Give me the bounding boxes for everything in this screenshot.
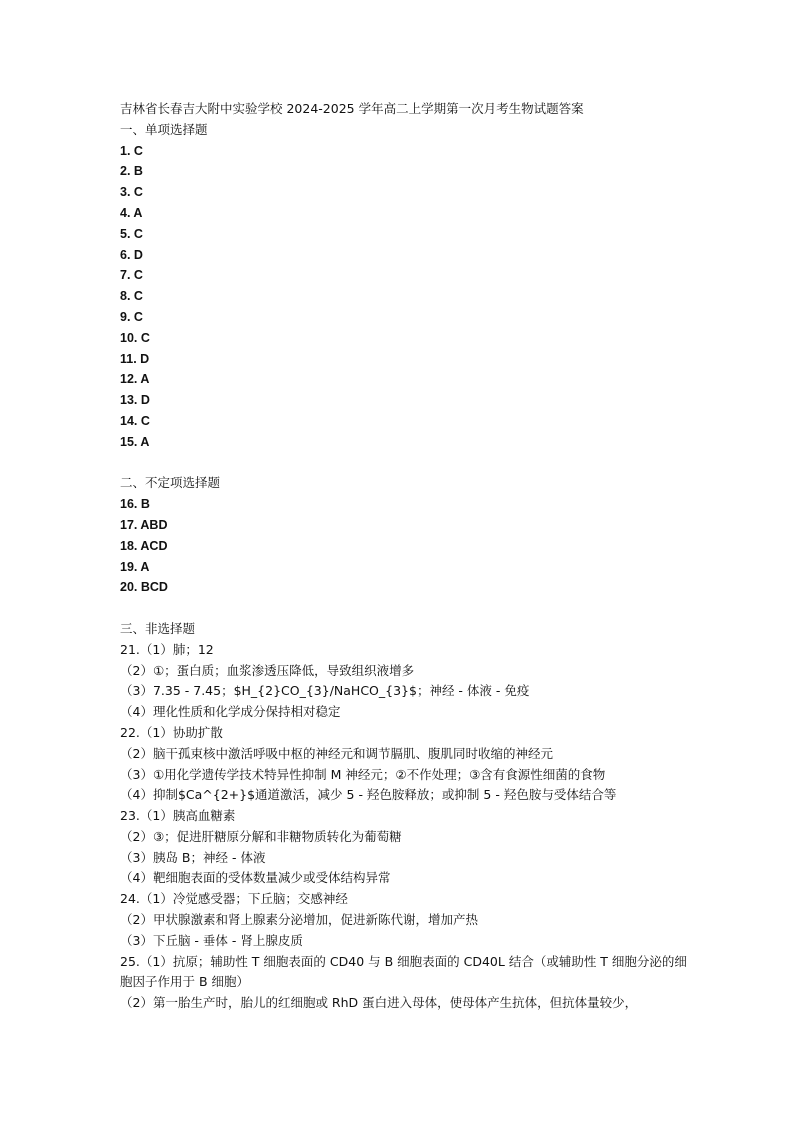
answer-line: （4）抑制$Ca^{2+}$通道激活，减少 5 - 羟色胺释放；或抑制 5 - 羟色胺与受体结合等 bbox=[120, 787, 617, 803]
section-heading-non-choice: 三、非选择题 bbox=[120, 620, 196, 636]
answer-line: 15. A bbox=[120, 434, 150, 449]
answer-line: 23.（1）胰高血糖素 bbox=[120, 808, 236, 824]
answer-line: 20. BCD bbox=[120, 580, 168, 595]
section-heading-single-choice: 一、单项选择题 bbox=[120, 121, 208, 137]
answer-line: （4）靶细胞表面的受体数量减少或受体结构异常 bbox=[120, 870, 391, 886]
answer-line: 25.（1）抗原；辅助性 T 细胞表面的 CD40 与 B 细胞表面的 CD40L 结合（或辅助性 T 细胞分泌的细胞因子作用于 B 细胞） bbox=[120, 953, 687, 990]
answer-line: 12. A bbox=[120, 372, 150, 387]
section-spacer bbox=[120, 453, 690, 474]
answer-line: 2. B bbox=[120, 164, 143, 179]
answer-line: （2）脑干孤束核中激活呼吸中枢的神经元和调节膈肌、腹肌同时收缩的神经元 bbox=[120, 745, 553, 761]
section-heading-multiple-choice: 二、不定项选择题 bbox=[120, 475, 221, 491]
answer-line: 1. C bbox=[120, 143, 143, 158]
answer-line: 4. A bbox=[120, 205, 143, 220]
answer-line: （3）下丘脑 - 垂体 - 肾上腺皮质 bbox=[120, 932, 303, 948]
answer-line: （2）①；蛋白质；血浆渗透压降低，导致组织液增多 bbox=[120, 662, 415, 678]
answer-line: 24.（1）冷觉感受器；下丘脑；交感神经 bbox=[120, 891, 348, 907]
answer-line: 18. ACD bbox=[120, 538, 168, 553]
answer-line: （3）7.35 - 7.45；$H_{2}CO_{3}/NaHCO_{3}$；神经 - 体液 - 免疫 bbox=[120, 683, 530, 699]
answer-line: 9. C bbox=[120, 309, 143, 324]
section-spacer bbox=[120, 598, 690, 619]
answer-line: （2）甲状腺激素和肾上腺素分泌增加，促进新陈代谢，增加产热 bbox=[120, 912, 478, 928]
answer-line: （2）第一胎生产时，胎儿的红细胞或 RhD 蛋白进入母体，使母体产生抗体，但抗体量较少， bbox=[120, 995, 638, 1011]
answer-line: （3）①用化学遗传学技术特异性抑制 M 神经元；②不作处理；③含有食源性细菌的食物 bbox=[120, 766, 606, 782]
document-title: 吉林省长春吉大附中实验学校 2024-2025 学年高二上学期第一次月考生物试题答案 bbox=[120, 101, 584, 116]
answer-line: 8. C bbox=[120, 289, 143, 304]
answer-line: 17. ABD bbox=[120, 517, 168, 532]
answer-line: （2）③；促进肝糖原分解和非糖物质转化为葡萄糖 bbox=[120, 828, 402, 844]
answer-line: 19. A bbox=[120, 559, 150, 574]
answer-line: 10. C bbox=[120, 330, 150, 345]
answer-line: 3. C bbox=[120, 185, 143, 200]
answer-line: 14. C bbox=[120, 413, 150, 428]
answer-line: 11. D bbox=[120, 351, 150, 366]
document-page bbox=[120, 99, 690, 1014]
answer-line: 7. C bbox=[120, 268, 143, 283]
answer-line: 6. D bbox=[120, 247, 143, 262]
answer-line: 13. D bbox=[120, 393, 150, 408]
answer-line: 5. C bbox=[120, 226, 143, 241]
answer-line: （4）理化性质和化学成分保持相对稳定 bbox=[120, 704, 341, 720]
answer-line: （3）胰岛 B；神经 - 体液 bbox=[120, 849, 266, 865]
answer-line: 22.（1）协助扩散 bbox=[120, 724, 223, 740]
answer-line: 21.（1）肺；12 bbox=[120, 641, 214, 657]
answer-line: 16. B bbox=[120, 497, 150, 512]
